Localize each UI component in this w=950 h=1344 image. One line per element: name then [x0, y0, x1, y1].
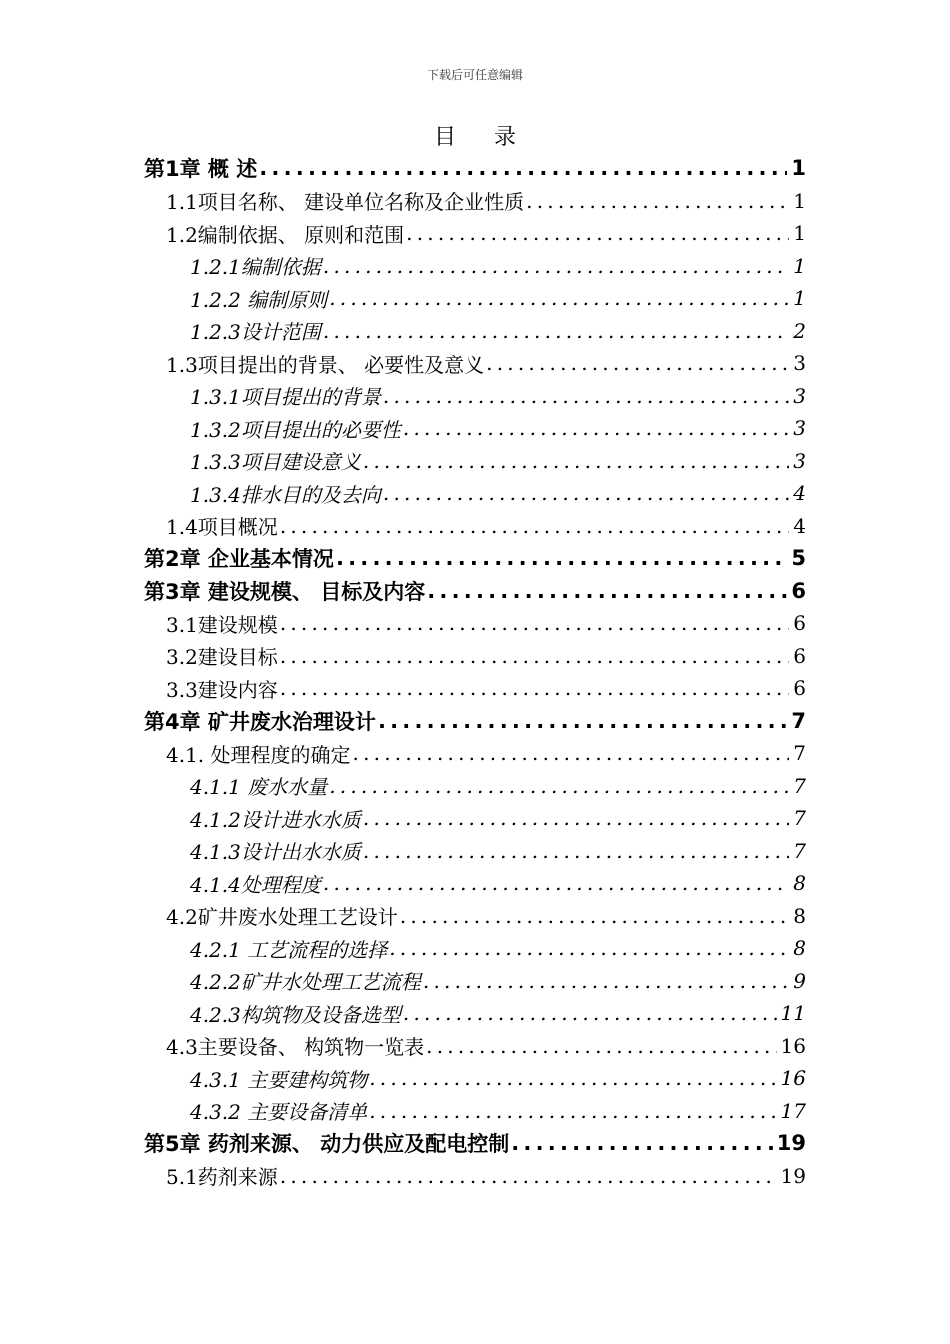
toc-entry-label: 3.1建设规模 — [166, 612, 278, 637]
dot-leader — [329, 286, 789, 310]
toc-entry-label: 1.1项目名称、 建设单位名称及企业性质 — [166, 190, 525, 214]
toc-entry[interactable] — [166, 640, 806, 672]
toc-entry-page-number: 4 — [793, 481, 806, 505]
toc-entry-page-number: 1 — [793, 188, 806, 213]
toc-entry-page-number: 8 — [793, 936, 806, 960]
toc-entry-label: 4.3.2 主要设备清单 — [190, 1100, 368, 1124]
dot-leader — [486, 351, 789, 375]
toc-entry-page-number: 19 — [780, 1163, 806, 1188]
dot-leader — [426, 1034, 776, 1058]
dot-leader — [280, 514, 789, 538]
toc-entry-label: 第2章 企业基本情况 — [144, 547, 334, 571]
toc-entry-page-number: 17 — [780, 1098, 806, 1123]
dot-leader — [369, 1099, 776, 1123]
toc-entry-label: 4.2.3构筑物及设备选型 — [190, 1002, 401, 1027]
toc-entry-label: 1.3.1项目提出的背景 — [190, 385, 381, 409]
toc-entry-label: 4.1.4处理程度 — [190, 872, 321, 897]
toc-entry-page-number: 1 — [791, 156, 806, 180]
toc-entry-page-number: 7 — [793, 838, 806, 863]
toc-entry[interactable] — [166, 1160, 806, 1192]
toc-entry-label: 4.2.2矿井水处理工艺流程 — [190, 970, 421, 994]
toc-entry-label: 1.2.3设计范围 — [190, 320, 321, 344]
toc-entry-label: 4.1.2设计进水水质 — [190, 807, 361, 832]
dot-leader — [383, 384, 789, 408]
toc-entry-page-number: 16 — [780, 1066, 806, 1090]
dot-leader — [280, 1164, 777, 1188]
toc-entry-page-number: 3 — [793, 416, 806, 440]
dot-leader — [403, 416, 789, 440]
toc-entry[interactable] — [166, 1030, 806, 1062]
dot-leader — [363, 449, 789, 473]
toc-title: 目录 — [433, 125, 554, 150]
dot-leader — [323, 254, 789, 278]
dot-leader — [329, 774, 789, 798]
dot-leader — [400, 904, 789, 928]
toc-entry[interactable] — [190, 835, 806, 867]
toc-entry-label: 4.1.1 废水水量 — [190, 775, 328, 799]
toc-entry-page-number: 6 — [793, 676, 806, 700]
toc-entry-page-number: 3 — [793, 383, 806, 408]
toc-entry-page-number: 11 — [780, 1001, 806, 1025]
dot-leader — [403, 1001, 777, 1025]
toc-entry-page-number: 6 — [791, 578, 806, 603]
toc-entry-label: 5.1药剂来源 — [166, 1165, 278, 1189]
toc-entry-page-number: 6 — [793, 611, 806, 635]
dot-leader — [280, 644, 789, 668]
toc-entry-page-number: 19 — [776, 1131, 806, 1155]
toc-entry[interactable] — [144, 1127, 806, 1159]
toc-entry[interactable] — [166, 185, 806, 217]
toc-entry[interactable] — [144, 705, 806, 737]
dot-leader — [323, 871, 789, 895]
toc-entry[interactable] — [144, 575, 806, 607]
dot-leader — [383, 481, 789, 505]
toc-entry-page-number: 1 — [793, 221, 806, 245]
dot-leader — [259, 156, 787, 180]
toc-entry-page-number: 4 — [793, 513, 806, 538]
toc-entry[interactable] — [190, 802, 806, 834]
toc-entry[interactable] — [144, 542, 806, 574]
dot-leader — [280, 611, 789, 635]
toc-entry[interactable] — [166, 217, 806, 249]
toc-entry[interactable] — [166, 737, 806, 769]
toc-entry-page-number: 8 — [793, 871, 806, 895]
dot-leader — [511, 1131, 773, 1155]
toc-entry-label: 4.3.1 主要建构筑物 — [190, 1067, 368, 1092]
dot-leader — [353, 741, 790, 765]
toc-entry[interactable] — [166, 510, 806, 542]
dot-leader — [423, 969, 789, 993]
toc-entry[interactable] — [190, 932, 806, 964]
toc-entry-label: 第5章 药剂来源、 动力供应及配电控制 — [144, 1132, 510, 1156]
toc-entry-label: 4.2.1 工艺流程的选择 — [190, 937, 388, 962]
toc-entry-label: 1.3.4排水目的及去向 — [190, 482, 381, 507]
toc-entry-page-number: 7 — [791, 708, 806, 733]
toc-entry-page-number: 3 — [793, 351, 806, 375]
toc-entry-page-number: 8 — [793, 903, 806, 928]
dot-leader — [280, 676, 789, 700]
toc-entry-page-number: 7 — [793, 741, 806, 765]
toc-entry-page-number: 16 — [780, 1033, 806, 1058]
dot-leader — [406, 221, 789, 245]
toc-entry[interactable] — [190, 250, 806, 282]
toc-entry-page-number: 5 — [791, 546, 806, 570]
toc-entry[interactable] — [190, 282, 806, 314]
dot-leader — [378, 709, 787, 733]
dot-leader — [363, 839, 789, 863]
dot-leader — [363, 806, 789, 830]
toc-entry-label: 1.2.1编制依据 — [190, 255, 321, 279]
toc-entry[interactable] — [166, 672, 806, 704]
toc-entry[interactable] — [190, 477, 806, 509]
toc-entry-page-number: 1 — [793, 253, 806, 278]
toc-entry[interactable] — [190, 867, 806, 899]
dot-leader — [526, 189, 789, 213]
dot-leader — [389, 936, 789, 960]
toc-entry[interactable] — [190, 1095, 806, 1127]
toc-entry-label: 3.3建设内容 — [166, 677, 278, 702]
toc-entry[interactable] — [166, 900, 806, 932]
toc-entry[interactable] — [166, 347, 806, 379]
toc-entry[interactable] — [190, 1062, 806, 1094]
toc-entry[interactable] — [190, 770, 806, 802]
toc-entry-page-number: 1 — [793, 286, 806, 310]
dot-leader — [323, 319, 789, 343]
toc-entry-label: 第3章 建设规模、 目标及内容 — [144, 579, 426, 604]
toc-entry-page-number: 2 — [793, 318, 806, 343]
toc-entry-label: 1.2.2 编制原则 — [190, 287, 328, 312]
toc-entry[interactable] — [190, 412, 806, 444]
toc-entry-label: 4.1. 处理程度的确定 — [166, 742, 351, 767]
toc-entry-label: 4.3主要设备、 构筑物一览表 — [166, 1035, 425, 1059]
dot-leader — [336, 546, 787, 570]
toc-entry[interactable] — [190, 965, 806, 997]
toc-entry-page-number: 9 — [793, 968, 806, 993]
toc-entry[interactable] — [190, 315, 806, 347]
toc-entry-page-number: 6 — [793, 643, 806, 668]
toc-entry[interactable] — [190, 380, 806, 412]
toc-entry-label: 1.3.2项目提出的必要性 — [190, 417, 401, 442]
toc-entry-label: 3.2建设目标 — [166, 645, 278, 669]
dot-leader — [369, 1066, 776, 1090]
toc-entry-label: 第1章 概 述 — [144, 157, 258, 181]
toc-entry-page-number: 7 — [793, 806, 806, 830]
toc-entry[interactable] — [144, 152, 806, 184]
toc-entry-label: 1.3项目提出的背景、 必要性及意义 — [166, 352, 485, 377]
toc-entry[interactable] — [190, 997, 806, 1029]
toc-entry-label: 1.2编制依据、 原则和范围 — [166, 222, 405, 247]
toc-entry-label: 4.1.3设计出水水质 — [190, 840, 361, 864]
toc-entry-page-number: 3 — [793, 448, 806, 473]
toc-entry-page-number: 7 — [793, 773, 806, 798]
toc-entry-label: 1.3.3项目建设意义 — [190, 450, 361, 474]
toc-entry[interactable] — [190, 445, 806, 477]
toc-entry-label: 4.2矿井废水处理工艺设计 — [166, 905, 398, 929]
page-header-note: 下载后可任意编辑 — [426, 68, 523, 82]
toc-entry[interactable] — [166, 607, 806, 639]
dot-leader — [427, 579, 787, 603]
toc-entry-label: 第4章 矿井废水治理设计 — [144, 709, 376, 734]
toc-entry-label: 1.4项目概况 — [166, 515, 278, 539]
